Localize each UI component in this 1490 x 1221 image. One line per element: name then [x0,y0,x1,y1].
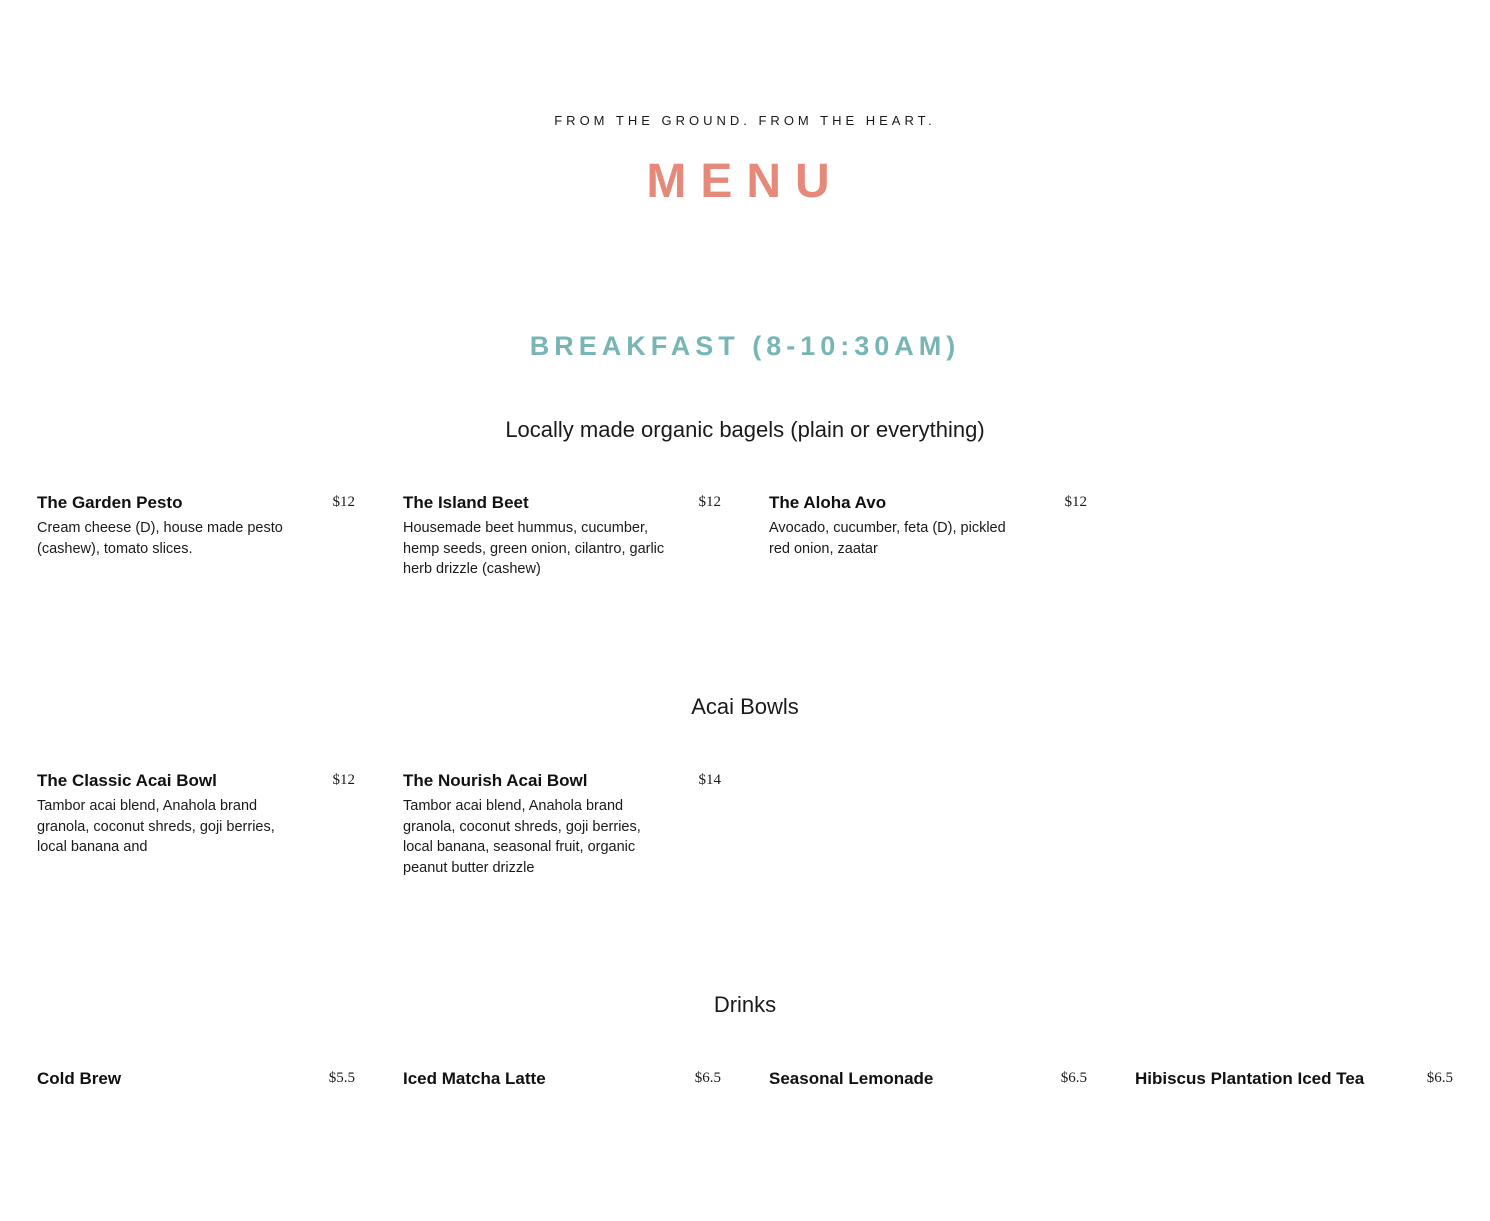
item-name: Cold Brew [37,1069,122,1088]
subsection-heading-bagels: Locally made organic bagels (plain or everything) [505,417,985,442]
item-name: Hibiscus Plantation Iced Tea [1135,1069,1365,1088]
item-description: Cream cheese (D), house made pesto (cashew), tomato slices. [37,520,283,557]
subsection-heading-acai: Acai Bowls [691,694,799,719]
item-name: The Nourish Acai Bowl [403,771,588,790]
page-title: MENU [646,155,844,208]
item-name: Iced Matcha Latte [403,1069,546,1088]
item-name: The Garden Pesto [37,493,183,512]
subsection-heading-drinks: Drinks [713,992,777,1017]
item-price: $12 [332,772,355,788]
item-price: $6.5 [1060,1070,1087,1086]
item-price: $12 [698,494,721,510]
item-price: $14 [698,772,721,788]
item-name: The Classic Acai Bowl [37,771,217,790]
section-heading-breakfast: BREAKFAST (8-10:30AM) [529,331,961,361]
item-description: Tambor acai blend, Anahola brand granola, coconut shreds, goji berries, local banana, seasonal fruit, organic peanut butter drizzle [403,798,641,876]
item-name: The Island Beet [403,493,529,512]
item-price: $6.5 [1426,1070,1453,1086]
item-description: Housemade beet hummus, cucumber, hemp seeds, green onion, cilantro, garlic herb drizzle (cashew) [403,520,665,577]
item-price: $12 [1064,494,1087,510]
item-price: $12 [332,494,355,510]
item-description: Avocado, cucumber, feta (D), pickled red onion, zaatar [769,520,1006,557]
item-description: Tambor acai blend, Anahola brand granola, coconut shreds, goji berries, local banana and [37,798,275,855]
item-name: Seasonal Lemonade [769,1069,934,1088]
item-name: The Aloha Avo [769,493,887,512]
item-price: $6.5 [694,1070,721,1086]
tagline: FROM THE GROUND. FROM THE HEART. [554,113,936,128]
item-price: $5.5 [328,1070,355,1086]
